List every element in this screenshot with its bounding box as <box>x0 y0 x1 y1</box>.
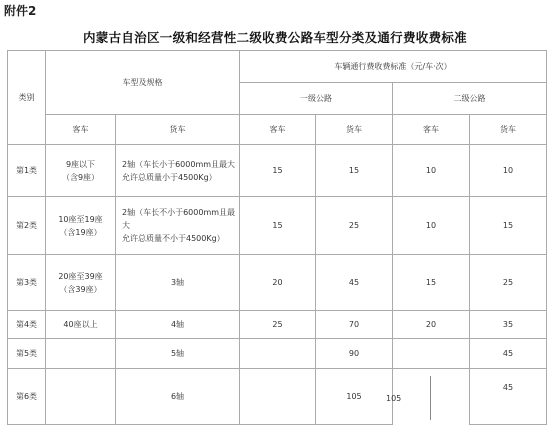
row-g1-truck: 25 <box>316 197 393 255</box>
row-g1-passenger: 20 <box>240 255 316 311</box>
row-passenger-spec: 40座以上 <box>46 311 116 339</box>
row-g2-passenger: 10 <box>393 197 470 255</box>
row-g2-truck: 35 <box>470 311 547 339</box>
row-g1-truck: 45 <box>316 255 393 311</box>
row-g2-passenger <box>393 339 470 369</box>
table-row <box>8 145 547 197</box>
fee-table <box>7 50 547 425</box>
table-row <box>8 369 547 425</box>
row-g2-passenger: 10 <box>393 145 470 197</box>
stray-value: 105 <box>386 394 402 403</box>
row-g1-truck: 15 <box>316 145 393 197</box>
row-truck-spec: 6轴 <box>116 369 240 425</box>
row-passenger-spec <box>46 339 116 369</box>
row-g2-truck: 10 <box>470 145 547 197</box>
attachment-label: 附件2 <box>4 4 37 18</box>
header-category: 类别 <box>8 51 46 145</box>
row-truck-spec: 5轴 <box>116 339 240 369</box>
row-category: 第1类 <box>8 145 46 197</box>
subheader-truck: 货车 <box>116 115 240 145</box>
table-row <box>8 255 547 311</box>
table-row <box>8 311 547 339</box>
row-g1-truck: 105 <box>316 369 393 425</box>
row-g1-passenger: 25 <box>240 311 316 339</box>
row-g2-truck: 15 <box>470 197 547 255</box>
row-g2-passenger: 15 <box>393 255 470 311</box>
row-truck-spec: 3轴 <box>116 255 240 311</box>
row-g2-truck: 25 <box>470 255 547 311</box>
row-category: 第5类 <box>8 339 46 369</box>
row-passenger-spec: 20座至39座 （含39座） <box>46 255 116 311</box>
row-g1-passenger: 15 <box>240 145 316 197</box>
subheader-g1-truck: 货车 <box>316 115 393 145</box>
row-g2-truck: 45 <box>470 369 547 425</box>
row-category: 第2类 <box>8 197 46 255</box>
row-g2-truck: 45 <box>470 339 547 369</box>
subheader-g2-truck: 货车 <box>470 115 547 145</box>
row-g1-truck: 70 <box>316 311 393 339</box>
row-passenger-spec: 10座至19座 （含19座） <box>46 197 116 255</box>
table-row <box>8 339 547 369</box>
row-category: 第6类 <box>8 369 46 425</box>
document-title: 内蒙古自治区一级和经营性二级收费公路车型分类及通行费收费标准 <box>82 30 467 45</box>
row-truck-spec: 4轴 <box>116 311 240 339</box>
divider <box>430 376 431 420</box>
row-g1-passenger <box>240 339 316 369</box>
row-g2-passenger <box>393 369 470 425</box>
row-g1-passenger: 15 <box>240 197 316 255</box>
subheader-passenger: 客车 <box>46 115 116 145</box>
row-category: 第4类 <box>8 311 46 339</box>
header-standard: 车辆通行费收费标准（元/车·次） <box>240 51 547 83</box>
row-g1-truck: 90 <box>316 339 393 369</box>
subheader-g1-passenger: 客车 <box>240 115 316 145</box>
row-truck-spec: 2轴（车长小于6000mm且最大 允许总质量小于4500Kg） <box>116 145 240 197</box>
subheader-g2-passenger: 客车 <box>393 115 470 145</box>
table-row <box>8 197 547 255</box>
header-grade2: 二级公路 <box>393 83 547 115</box>
row-passenger-spec <box>46 369 116 425</box>
row-passenger-spec: 9座以下 （含9座） <box>46 145 116 197</box>
header-grade1: 一级公路 <box>240 83 393 115</box>
row-category: 第3类 <box>8 255 46 311</box>
row-truck-spec: 2轴（车长不小于6000mm且最大 允许总质量不小于4500Kg） <box>116 197 240 255</box>
row-g1-passenger <box>240 369 316 425</box>
row-g2-passenger: 20 <box>393 311 470 339</box>
header-spec: 车型及规格 <box>46 51 240 115</box>
